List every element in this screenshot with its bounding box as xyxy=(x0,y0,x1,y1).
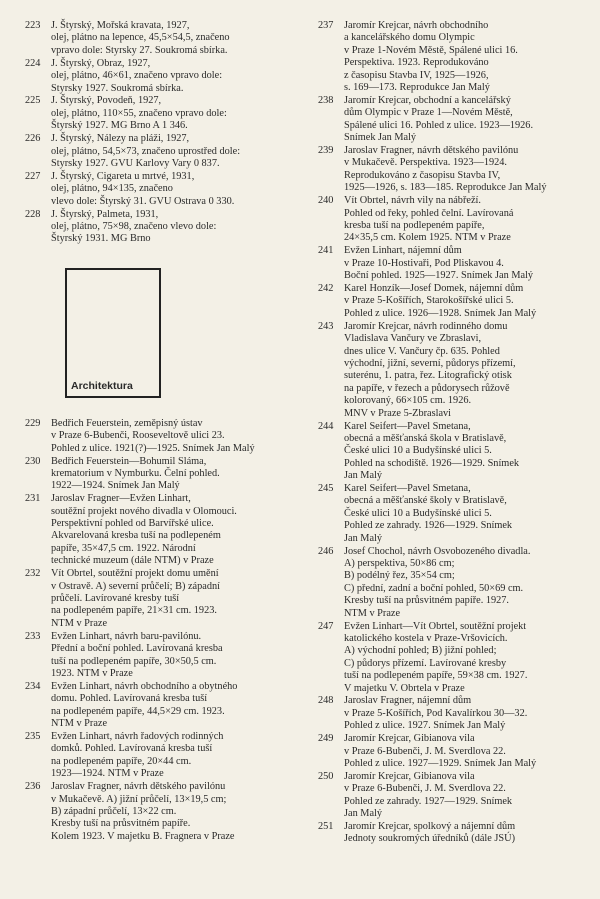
entry-text xyxy=(344,283,580,320)
entry-number: 238 xyxy=(318,94,334,106)
entry-line: Karel Honzík—Josef Domek, nájemní dům xyxy=(344,283,524,295)
entry-text xyxy=(51,631,295,681)
entry-line: Karel Seifert—Pavel Smetana, xyxy=(344,420,471,432)
catalog-entry xyxy=(318,245,580,282)
entry-line: v Ostravě. A) severní průčelí; B) západní xyxy=(51,580,220,592)
entry-line: z časopisu Stavba IV, 1925—1926, xyxy=(344,69,489,81)
entry-line: olej, plátno, 75×98, značeno vlevo dole: xyxy=(51,221,217,232)
catalog-entry xyxy=(318,195,580,245)
catalog-entry xyxy=(25,631,295,681)
entry-number: 226 xyxy=(25,133,41,145)
entry-line: Jaromír Krejcar, Gibianova vila xyxy=(344,770,475,782)
entry-line: Jan Malý xyxy=(344,532,383,544)
entry-line: Snímek Jan Malý xyxy=(344,132,417,144)
entry-line: v Praze 1-Novém Městě, Spálené ulici 16. xyxy=(344,44,518,56)
entry-line: olej, plátno na lepence, 45,5×54,5, značeno xyxy=(51,32,230,44)
entry-line: v Mukačevě. A) jižní průčelí, 13×19,5 cm; xyxy=(51,793,227,805)
entry-text xyxy=(344,546,580,620)
entry-line: J. Štyrský, Nálezy na pláži, 1927, xyxy=(51,133,190,145)
entry-line: s. 169—173. Reprodukce Jan Malý xyxy=(344,82,490,94)
entry-line: v Praze 6-Bubenči, Rooseveltově ulici 23. xyxy=(51,430,225,442)
entry-line: obecná a měšťanské školy v Bratislavě, xyxy=(344,495,507,507)
entry-line: Jaroslav Fragner—Evžen Linhart, xyxy=(51,493,191,505)
entry-text xyxy=(344,20,580,94)
entry-text xyxy=(51,20,295,57)
entry-line: na podlepeném papíře, 21×31 cm. 1923. xyxy=(51,605,217,617)
entry-line: C) přední, zadní a boční pohled, 50×69 cm. xyxy=(344,582,524,594)
entry-number: 225 xyxy=(25,95,41,107)
entry-text xyxy=(51,781,295,843)
entry-line: Pohled ze zahrady. 1926—1929. Snímek xyxy=(344,520,513,532)
entry-line: 1923—1924. NTM v Praze xyxy=(51,768,164,780)
catalog-entry xyxy=(318,421,580,483)
entry-number: 243 xyxy=(318,320,334,332)
entry-number: 230 xyxy=(25,455,41,467)
catalog-entry xyxy=(25,681,295,731)
right-entries xyxy=(318,20,580,846)
catalog-entry xyxy=(318,621,580,695)
entry-line: a kancelářského domu Olympic xyxy=(344,32,475,44)
entry-line: Pohled z ulice. 1927—1929. Snímek Jan Malý xyxy=(344,757,537,769)
catalog-entry xyxy=(25,456,295,493)
entry-line: NTM v Praze xyxy=(344,607,401,619)
catalog-entry xyxy=(318,821,580,846)
entry-line: východní, jižní, severní, půdorys přízemí, xyxy=(344,357,516,369)
entry-line: olej, plátno, 110×55, značeno vpravo dole: xyxy=(51,107,227,119)
entry-line: Jaroslav Fragner, návrh dětského pavilónu xyxy=(51,781,226,793)
catalog-entry xyxy=(25,418,295,455)
entry-text xyxy=(51,681,295,731)
entry-line: Evžen Linhart—Vít Obrtel, soutěžní projekt xyxy=(344,620,527,632)
entry-line: 1925—1926, s. 183—185. Reprodukce Jan Malý xyxy=(344,182,547,194)
entry-line: suterénu, 1. patra, řez. Litografický otisk xyxy=(344,370,512,382)
entry-text xyxy=(51,95,295,132)
entry-line: Jaroslav Fragner, návrh dětského pavilónu xyxy=(344,145,519,157)
catalog-entry xyxy=(318,20,580,94)
entry-number: 237 xyxy=(318,20,334,31)
entry-line: vpravo dole: Styrsky 27. Soukromá sbírka. xyxy=(51,44,228,56)
entry-line: katolického kostela v Praze-Vršovicích. xyxy=(344,632,508,644)
entry-line: na podlepeném papíře, 44,5×29 cm. 1923. xyxy=(51,705,225,717)
catalog-entry xyxy=(25,133,295,170)
entry-number: 235 xyxy=(25,730,41,742)
entry-line: Jaroslav Fragner, nájemní dům xyxy=(344,695,472,707)
entry-line: Bedřich Feuerstein, zeměpisný ústav xyxy=(51,417,203,429)
entry-number: 223 xyxy=(25,20,41,31)
entry-text xyxy=(51,418,295,455)
entry-line: papíře, 35×47,5 cm. 1922. Národní xyxy=(51,542,196,554)
entry-line: V majetku V. Obrtela v Praze xyxy=(344,682,465,694)
entry-line: J. Štyrský, Povodeň, 1927, xyxy=(51,95,162,107)
entry-line: v Praze 6-Bubenči, J. M. Sverdlova 22. xyxy=(344,745,506,757)
entry-text xyxy=(51,456,295,493)
entry-line: olej, plátno, 54,5×73, značeno uprostřed dole: xyxy=(51,145,241,157)
entry-text xyxy=(344,245,580,282)
entry-text xyxy=(344,733,580,770)
catalog-entry xyxy=(318,321,580,420)
entry-line: Jednoty soukromých úředníků (dále JSÚ) xyxy=(344,833,516,845)
entry-line: Jan Malý xyxy=(344,808,383,820)
entry-line: obecná a měšťanská škola v Bratislavě, xyxy=(344,432,507,444)
entry-text xyxy=(51,568,295,630)
catalog-entry xyxy=(318,695,580,732)
catalog-entry xyxy=(25,493,295,567)
entry-line: Akvarelovaná kresba tuší na podlepeném xyxy=(51,530,221,542)
entry-line: 1922—1924. Snímek Jan Malý xyxy=(51,480,180,492)
entry-text xyxy=(51,171,295,208)
entry-line: v Praze 6-Bubenči, J. M. Sverdlova 22. xyxy=(344,783,506,795)
entry-line: Karel Seifert—Pavel Smetana, xyxy=(344,483,471,495)
entry-line: Jan Malý xyxy=(344,470,383,482)
entry-text xyxy=(51,731,295,781)
entry-line: průčelí. Lavírované kresby tuší xyxy=(51,593,180,604)
entry-line: 24×35,5 cm. Kolem 1925. NTM v Praze xyxy=(344,232,511,244)
entry-line: Jaromír Krejcar, návrh rodinného domu xyxy=(344,320,508,332)
entry-text xyxy=(51,209,295,246)
catalog-entry xyxy=(25,568,295,630)
entry-line: Evžen Linhart, návrh baru-pavilónu. xyxy=(51,630,202,642)
entry-number: 228 xyxy=(25,208,41,220)
entry-number: 250 xyxy=(318,770,334,782)
entry-line: Evžen Linhart, návrh obchodního a obytného xyxy=(51,680,238,692)
entry-text xyxy=(51,133,295,170)
entry-line: Jaromír Krejcar, spolkový a nájemní dům xyxy=(344,821,516,832)
left-column xyxy=(25,20,295,844)
entry-number: 247 xyxy=(318,620,334,632)
entry-line: NTM v Praze xyxy=(51,718,108,730)
entry-line: NTM v Praze xyxy=(51,617,108,629)
entry-line: 1923. NTM v Praze xyxy=(51,667,133,679)
entry-line: České ulici 10 a Budyšínské ulici 5. xyxy=(344,507,492,519)
entry-text xyxy=(344,195,580,245)
entry-text xyxy=(344,771,580,821)
entry-line: technické muzeum (dále NTM) v Praze xyxy=(51,555,214,567)
entry-line: vlevo dole: Štyrský 31. GVU Ostrava 0 330. xyxy=(51,195,235,207)
entry-line: Bedřich Feuerstein—Bohumil Sláma, xyxy=(51,455,207,467)
entry-line: Přední a boční pohled. Lavírovaná kresba xyxy=(51,643,223,655)
entry-line: domků. Pohled. Lavírovaná kresba tuší xyxy=(51,743,213,755)
entry-text xyxy=(344,695,580,732)
entry-line: Styrsky 1927. Soukromá sbírka. xyxy=(51,82,184,94)
catalog-entry xyxy=(318,483,580,545)
entry-line: A) východní pohled; B) jižní pohled; xyxy=(344,645,497,657)
catalog-entry xyxy=(318,733,580,770)
entry-line: J. Štyrský, Obraz, 1927, xyxy=(51,57,151,69)
catalog-entry xyxy=(318,95,580,145)
entry-line: Pohled z ulice. 1927. Snímek Jan Malý xyxy=(344,720,506,732)
left-entries-top xyxy=(25,20,295,246)
entry-line: na papíře, v řezech a půdorysech růžově xyxy=(344,382,510,394)
entry-line: České ulici 10 a Budyšínské ulici 5. xyxy=(344,445,492,457)
entry-number: 242 xyxy=(318,283,334,295)
right-column xyxy=(318,20,580,846)
entry-line: Kresby tuší na průsvitném papíře. xyxy=(51,818,191,830)
entry-line: Jaromír Krejcar, návrh obchodního xyxy=(344,20,489,31)
entry-line: Boční pohled. 1925—1927. Snímek Jan Malý xyxy=(344,270,534,282)
entry-number: 249 xyxy=(318,733,334,745)
entry-line: tuší na podlepeném papíře, 30×50,5 cm. xyxy=(51,655,217,667)
catalog-entry xyxy=(25,781,295,843)
entry-number: 227 xyxy=(25,170,41,182)
section-title: Architektura xyxy=(71,379,133,392)
entry-text xyxy=(344,95,580,145)
catalog-entry xyxy=(25,731,295,781)
entry-text xyxy=(344,421,580,483)
entry-text xyxy=(51,58,295,95)
entry-line: B) západní průčelí, 13×22 cm. xyxy=(51,805,177,817)
entry-line: Jaromír Krejcar, obchodní a kancelářský xyxy=(344,94,511,106)
entry-line: Kolem 1923. V majetku B. Fragnera v Praze xyxy=(51,830,235,842)
entry-number: 229 xyxy=(25,417,41,429)
entry-line: Evžen Linhart, nájemní dům xyxy=(344,245,462,257)
entry-text xyxy=(344,621,580,695)
entry-number: 244 xyxy=(318,420,334,432)
catalog-entry xyxy=(25,209,295,246)
entry-line: Pohled z ulice. 1921(?)—1925. Snímek Jan Malý xyxy=(51,442,255,454)
entry-number: 240 xyxy=(318,195,334,207)
entry-number: 248 xyxy=(318,695,334,707)
entry-number: 241 xyxy=(318,245,334,257)
entry-text xyxy=(344,821,580,846)
entry-line: v Mukačevě. Perspektiva. 1923—1924. xyxy=(344,157,508,169)
entry-line: Pohled od řeky, pohled čelní. Lavírovaná xyxy=(344,207,514,219)
entry-line: A) perspektiva, 50×86 cm; xyxy=(344,557,455,569)
catalog-entry xyxy=(25,171,295,208)
entry-line: Spálené ulici 16. Pohled z ulice. 1923—1926. xyxy=(344,119,534,131)
entry-number: 236 xyxy=(25,781,41,793)
entry-line: Štyrský 1927. MG Brno A 1 346. xyxy=(51,120,188,132)
entry-line: dům Olympic v Praze 1—Novém Městě, xyxy=(344,107,513,119)
entry-line: Jaromír Krejcar, Gibianova vila xyxy=(344,733,475,745)
entry-line: krematorium v Nymburku. Čelní pohled. xyxy=(51,467,220,479)
entry-number: 251 xyxy=(318,821,334,832)
entry-line: dnes ulice V. Vančury čp. 635. Pohled xyxy=(344,345,500,357)
entry-line: J. Štyrský, Cigareta u mrtvé, 1931, xyxy=(51,170,195,182)
entry-number: 246 xyxy=(318,545,334,557)
entry-line: C) půdorys přízemí. Lavírované kresby xyxy=(344,657,507,669)
entry-line: Pohled ze zahrady. 1927—1929. Snímek xyxy=(344,795,513,807)
entry-line: kresba tuší na podlepeném papíře, xyxy=(344,220,485,231)
entry-line: Kresby tuší na průsvitném papíře. 1927. xyxy=(344,595,510,607)
entry-line: olej, plátno, 94×135, značeno xyxy=(51,183,173,195)
entry-line: Štyrský 1931. MG Brno xyxy=(51,233,151,245)
catalog-entry xyxy=(318,546,580,620)
entry-number: 233 xyxy=(25,630,41,642)
entry-number: 245 xyxy=(318,483,334,495)
entry-number: 232 xyxy=(25,568,41,580)
section-heading-box xyxy=(65,268,161,398)
entry-line: J. Štyrský, Palmeta, 1931, xyxy=(51,208,159,220)
entry-number: 231 xyxy=(25,493,41,505)
catalog-entry xyxy=(25,20,295,57)
entry-number: 234 xyxy=(25,680,41,692)
catalog-entry xyxy=(318,145,580,195)
entry-line: Reprodukováno z časopisu Stavba IV, xyxy=(344,169,501,181)
entry-line: B) podélný řez, 35×54 cm; xyxy=(344,570,455,582)
entry-line: Josef Chochol, návrh Osvobozeného divadla. xyxy=(344,545,531,557)
entry-line: Vladislava Vančury ve Zbraslavi, xyxy=(344,333,482,345)
entry-number: 239 xyxy=(318,145,334,157)
entry-line: Styrsky 1927. GVU Karlovy Vary 0 837. xyxy=(51,157,220,169)
entry-line: v Praze 5-Košířích, Starokošířské ulici 5. xyxy=(344,295,514,307)
entry-line: Vít Obrtel, návrh vily na nábřeží. xyxy=(344,195,481,207)
entry-line: MNV v Praze 5-Zbraslavi xyxy=(344,407,452,419)
entry-line: Pohled na schodiště. 1926—1929. Snímek xyxy=(344,457,520,469)
entry-line: Evžen Linhart, návrh řadových rodinných xyxy=(51,730,224,742)
entry-line: kolorovaný, 66×105 cm. 1926. xyxy=(344,395,472,407)
left-entries-bottom xyxy=(25,418,295,843)
entry-text xyxy=(344,483,580,545)
entry-line: v Praze 5-Košířích, Pod Kavalírkou 30—32. xyxy=(344,707,528,719)
entry-text xyxy=(344,145,580,195)
entry-line: Perspektiva. 1923. Reprodukováno xyxy=(344,57,489,69)
catalog-entry xyxy=(318,771,580,821)
entry-line: olej, plátno, 46×61, značeno vpravo dole: xyxy=(51,70,223,82)
catalog-entry xyxy=(318,283,580,320)
entry-line: v Praze 10-Hostivaři, Pod Pliskavou 4. xyxy=(344,257,504,269)
entry-text xyxy=(51,493,295,567)
entry-text xyxy=(344,321,580,420)
entry-line: Perspektivní pohled od Barvířské ulice. xyxy=(51,518,214,530)
entry-line: domu. Pohled. Lavírovaná kresba tuší xyxy=(51,693,208,705)
catalog-entry xyxy=(25,95,295,132)
entry-number: 224 xyxy=(25,57,41,69)
entry-line: Pohled z ulice. 1926—1928. Snímek Jan Malý xyxy=(344,307,537,319)
catalog-entry xyxy=(25,58,295,95)
entry-line: na podlepeném papíře, 20×44 cm. xyxy=(51,755,192,767)
entry-line: Vít Obrtel, soutěžní projekt domu umění xyxy=(51,568,219,580)
entry-line: J. Štyrský, Mořská kravata, 1927, xyxy=(51,20,190,31)
entry-line: soutěžní projekt nového divadla v Olomouci. xyxy=(51,505,237,517)
entry-line: tuší na podlepeném papíře, 59×38 cm. 1927. xyxy=(344,670,528,682)
